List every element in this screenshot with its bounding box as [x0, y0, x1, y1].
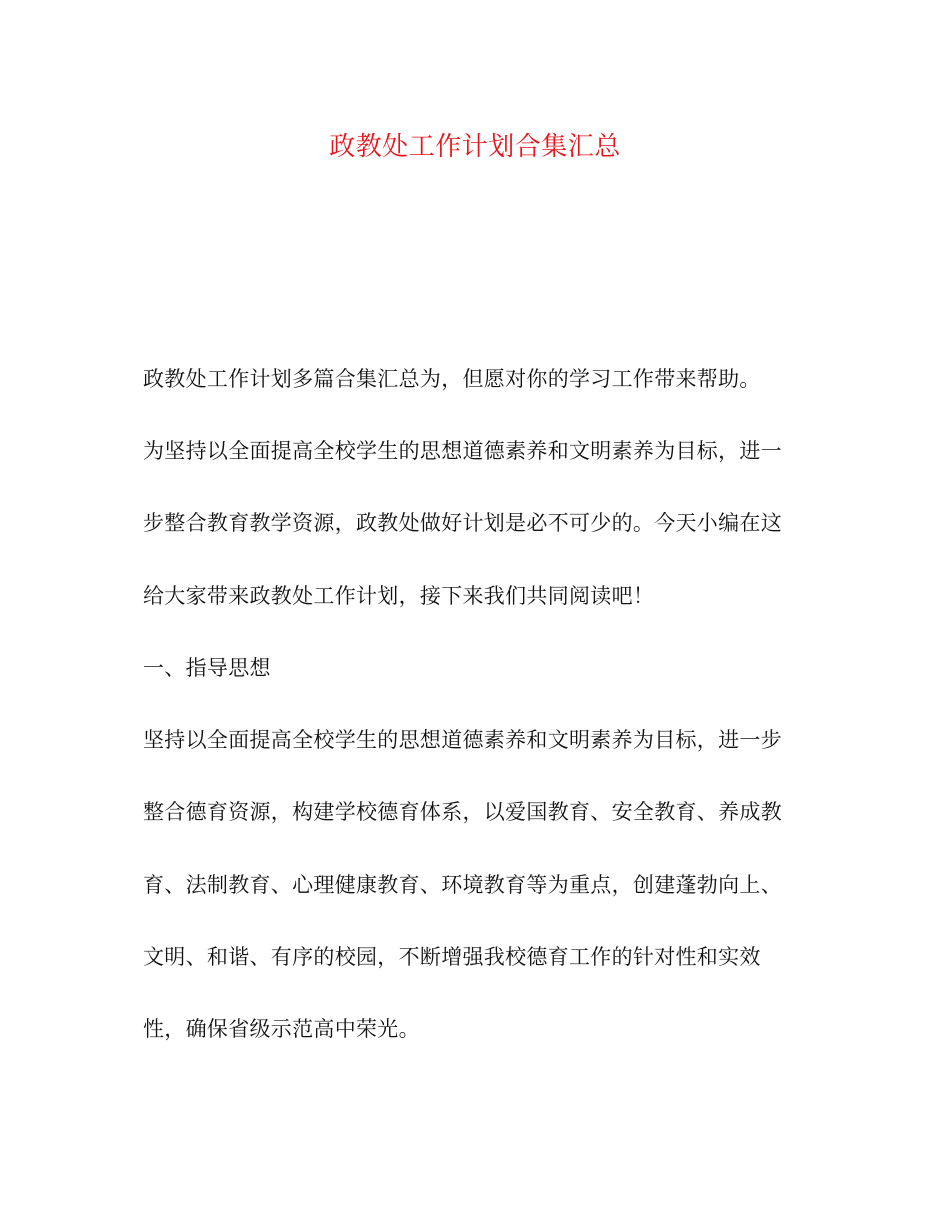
- intro-line-3: 步整合教育教学资源，政教处做好计划是必不可少的。今天小编在这: [143, 511, 782, 535]
- body-line-5: 性，确保省级示范高中荣光。: [143, 1017, 420, 1041]
- intro-line-2: 为坚持以全面提高全校学生的思想道德素养和文明素养为目标，进一: [143, 439, 782, 463]
- section-heading-guiding-thought: 一、指导思想: [143, 656, 271, 680]
- intro-line-4: 给大家带来政教处工作计划，接下来我们共同阅读吧！: [143, 584, 655, 608]
- document-title: 政教处工作计划合集汇总: [329, 132, 621, 162]
- body-line-4: 文明、和谐、有序的校园，不断增强我校德育工作的针对性和实效: [143, 945, 761, 969]
- body-line-3: 育、法制教育、心理健康教育、环境教育等为重点，创建蓬勃向上、: [143, 873, 782, 897]
- body-line-2: 整合德育资源，构建学校德育体系，以爱国教育、安全教育、养成教: [143, 800, 782, 824]
- intro-line-1: 政教处工作计划多篇合集汇总为，但愿对你的学习工作带来帮助。: [143, 367, 761, 391]
- body-line-1: 坚持以全面提高全校学生的思想道德素养和文明素养为目标，进一步: [143, 728, 782, 752]
